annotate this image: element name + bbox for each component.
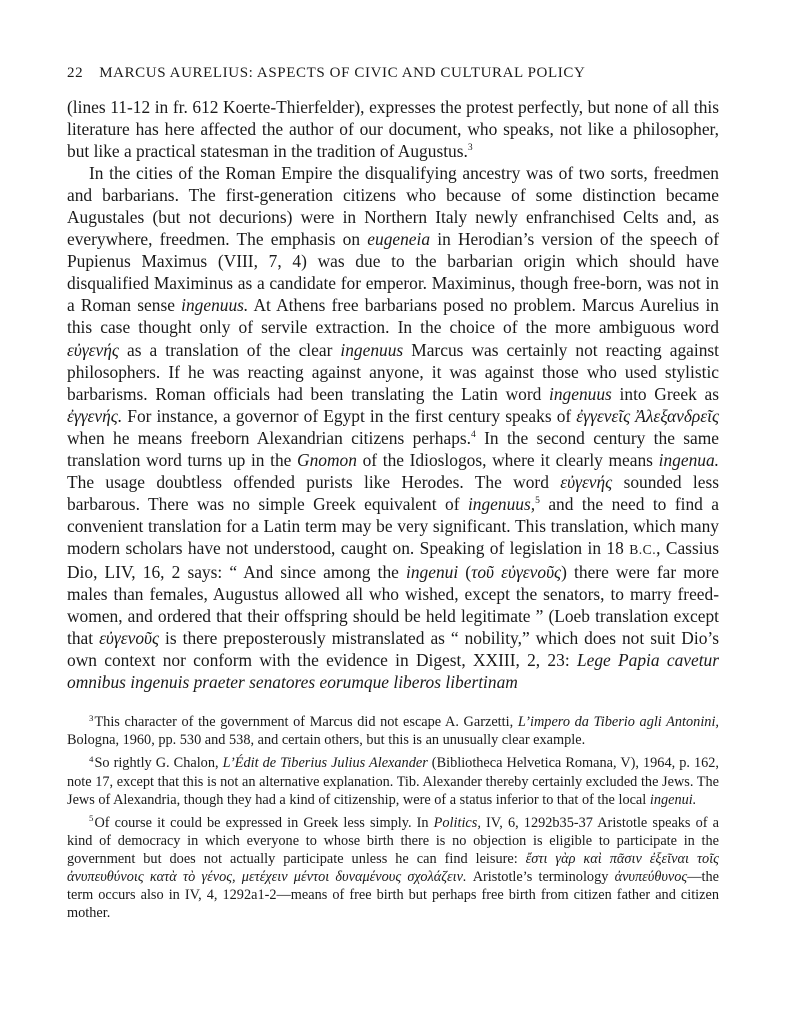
text-run: The usage doubtless offended purists like Herodes. The word <box>67 471 561 492</box>
footnote-number: 5 <box>89 812 94 823</box>
text-run: Marcus was certainly not reacting against philosophers. If he was reacting against anyone, it was against those who used stylistic barbarisms. Roman officials had been translating the Latin word <box>67 339 719 404</box>
text-run: Bologna, 1960, pp. 530 and 538, and certain others, but this is an unusually clear example. <box>67 732 586 749</box>
italic-title: L’Édit de Tiberius Julius Alexander <box>222 755 428 772</box>
italic-term: ingenuus. <box>181 295 249 316</box>
text-run: as a translation of the clear <box>118 339 341 360</box>
greek-term: εὐγενής <box>67 339 119 360</box>
italic-title: Politics, <box>433 814 481 831</box>
footnote-number: 3 <box>89 712 94 723</box>
body-text <box>67 96 719 693</box>
footnote-number: 4 <box>89 753 94 764</box>
italic-title: L’impero da Tiberio agli Antonini, <box>517 714 719 731</box>
greek-term: ἐγγενής. <box>67 405 123 426</box>
greek-term: ἀνυπεύθυνος <box>614 869 688 886</box>
page-number: 22 <box>67 65 84 81</box>
footnote-ref-5[interactable]: 5 <box>535 495 540 507</box>
paragraph-2 <box>67 162 719 693</box>
italic-term: ingenuus <box>549 383 612 404</box>
paragraph-1 <box>67 96 719 162</box>
text-run: Aristotle’s terminology <box>466 869 615 886</box>
italic-term: ingenuus <box>340 339 404 360</box>
greek-term: εὐγενής <box>560 471 613 492</box>
text-run: into Greek as <box>611 383 719 404</box>
greek-term: ἐγγενεῖς Ἀλεξανδρεῖς <box>576 405 719 426</box>
footnote-ref-3[interactable]: 3 <box>467 142 473 154</box>
text-run: ) there were far more males than females, Augustus allowed all who wished, except the senators, to marry freedwomen, and ordered that their offspring should be held legitimate ” (Loeb translation except that <box>67 561 719 649</box>
italic-term: ingenui <box>406 561 459 582</box>
italic-quote: Lege Papia cavetur omnibus ingenuis praeter senatores eorumque liberos libertinam <box>67 650 720 693</box>
text-run: —the term occurs also in IV, 4, 1292a1-2—means of free birth but perhaps free birth from citizen father and citizen mother. <box>67 869 719 922</box>
text-run: This character of the government of Marcus did not escape A. Garzetti, <box>94 714 518 731</box>
text-run: So rightly G. Chalon, <box>94 755 223 772</box>
italic-term: ingenua. <box>658 449 719 470</box>
footnote-4 <box>67 754 719 808</box>
footnotes <box>67 713 719 922</box>
text-run: in Herodian’s version of the speech of Pupienus Maximus (VIII, 7, 4) was due to the barbarian origin which should have disqualified Maximinus as a candidate for emperor. Maximinus, though free-born, was not in a Roman sense <box>67 229 719 316</box>
text-run: In the cities of the Roman Empire the disqualifying ancestry was of two sorts, freedmen and barbarians. The first-generation citizens who because of some distinction became Augustales (but not decurions) were in Northern Italy newly enfranchised Celts and, as everywhere, freedmen. The emphasis on <box>67 163 719 250</box>
footnote-3 <box>67 713 719 749</box>
text-run: , Cassius Dio, LIV, 16, 2 says: “ And since among the <box>67 537 720 582</box>
text-run: Of course it could be expressed in Greek less simply. In <box>94 814 434 831</box>
small-caps-text: B.C. <box>629 541 657 557</box>
greek-quote: ἔστι γὰρ καὶ πᾶσιν ἐξεῖναι τοῖς ἀνυπευθύνοις κατὰ τὸ γένος, μετέχειν μέντοι δυναμένους σχολάζειν. <box>67 850 719 886</box>
greek-term: τοῦ εὐγενοῦς <box>471 561 562 582</box>
footnote-ref-4[interactable]: 4 <box>471 428 476 440</box>
text-run: of the Idioslogos, where it clearly means <box>356 449 659 470</box>
italic-term: eugeneia <box>367 229 431 250</box>
footnote-5 <box>67 814 719 923</box>
italic-term: Gnomon <box>297 449 357 470</box>
text-run: IV, 6, 1292b35-37 Aristotle speaks of a kind of democracy in which everyone to whose birth there is no objection is eligible to participate in the government but does not actually participate unless he can find leisure: <box>67 814 719 867</box>
text-run: For instance, a governor of Egypt in the first century speaks of <box>122 405 577 426</box>
italic-term: ingenuus, <box>467 493 536 514</box>
text-run: and the need to find a convenient translation for a Latin term may be very significant. This translation, which many modern scholars have not understood, caught on. Speaking of legislation in 18 <box>67 493 719 558</box>
text-run: sounded less barbarous. There was no simple Greek equivalent of <box>67 471 719 514</box>
text-run: In the second century the same translation word turns up in the <box>67 427 720 470</box>
greek-term: εὐγενοῦς <box>99 628 160 649</box>
text-run: when he means freeborn Alexandrian citizens perhaps. <box>67 427 472 448</box>
text-run: (Bibliotheca Helvetica Romana, V), 1964, p. 162, note 17, except that this is not an alternative explanation. Tib. Alexander thereby certainly excluded the Jews. The Jews of Alexandria, though they had a kind of citizenship, were of a status inferior to that of the local <box>67 755 719 808</box>
running-title: MARCUS AURELIUS: ASPECTS OF CIVIC AND CULTURAL POLICY <box>99 65 586 81</box>
text-run: ( <box>458 561 472 582</box>
text-run: is there preposterously mistranslated as “ nobility,” which does not suit Dio’s own context nor conform with the evidence in Digest, XXIII, 2, 23: <box>67 628 719 671</box>
italic-term: ingenui. <box>649 791 697 808</box>
text-run: At Athens free barbarians posed no problem. Marcus Aurelius in this case thought only of servile extraction. In the choice of the more ambiguous word <box>67 295 719 338</box>
text-run: (lines 11-12 in fr. 612 Koerte-Thierfelder), expresses the protest perfectly, but none of all this literature has here affected the author of our document, who speaks, not like a philosopher, but like a practical statesman in the tradition of Augustus. <box>67 97 719 162</box>
page <box>67 60 719 927</box>
running-head <box>67 60 719 86</box>
